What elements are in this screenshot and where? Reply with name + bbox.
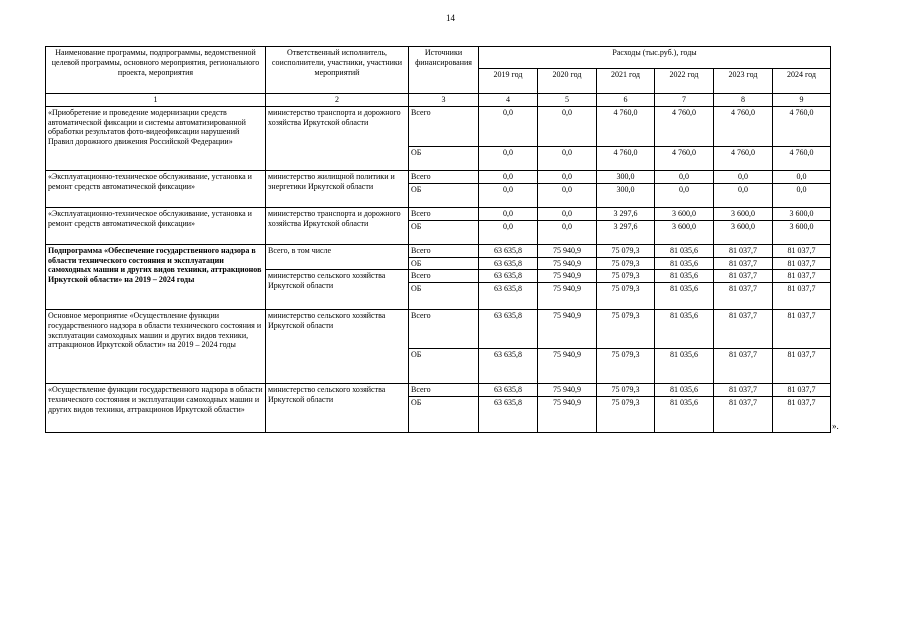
row-value: 0,0 [479,170,538,183]
row-source: Всего [409,270,479,283]
row-value: 0,0 [773,170,831,183]
header-year: 2020 год [538,69,597,94]
row-value: 0,0 [655,183,714,207]
row-executor: министерство сельского хозяйства Иркутской области [266,270,409,310]
col-number: 7 [655,94,714,107]
row-value: 4 760,0 [655,146,714,170]
row-source: ОБ [409,396,479,432]
row-value: 300,0 [597,170,655,183]
row-value: 81 037,7 [714,349,773,384]
row-value: 81 035,6 [655,270,714,283]
row-value: 63 635,8 [479,310,538,349]
row-value: 63 635,8 [479,244,538,257]
row-value: 75 940,9 [538,283,597,310]
row-value: 81 035,6 [655,349,714,384]
row-value: 4 760,0 [773,106,831,146]
header-year: 2019 год [479,69,538,94]
row-value: 63 635,8 [479,349,538,384]
row-value: 3 600,0 [714,207,773,220]
table-row [46,310,831,349]
row-value: 81 037,7 [714,384,773,397]
row-value: 81 037,7 [714,310,773,349]
col-number: 1 [46,94,266,107]
row-executor: министерство транспорта и дорожного хозяйства Иркутской области [266,106,409,170]
row-executor: министерство транспорта и дорожного хозяйства Иркутской области [266,207,409,244]
header-year: 2022 год [655,69,714,94]
row-value: 0,0 [538,183,597,207]
row-value: 75 940,9 [538,384,597,397]
row-value: 3 600,0 [655,220,714,244]
row-source: Всего [409,244,479,257]
col-number: 4 [479,94,538,107]
row-value: 3 297,6 [597,207,655,220]
row-value: 63 635,8 [479,384,538,397]
row-value: 81 035,6 [655,310,714,349]
col-number: 8 [714,94,773,107]
row-executor: министерство жилищной политики и энергетики Иркутской области [266,170,409,207]
row-value: 81 035,6 [655,384,714,397]
row-value: 75 940,9 [538,270,597,283]
row-source: ОБ [409,183,479,207]
row-value: 75 079,3 [597,244,655,257]
row-value: 0,0 [773,183,831,207]
col-number: 9 [773,94,831,107]
header-year: 2024 год [773,69,831,94]
header-name: Наименование программы, подпрограммы, ведомственной целевой программы, основного мероприятия, регионального проекта, мероприятия [46,47,266,94]
header-expenses: Расходы (тыс.руб.), годы [479,47,831,69]
row-value: 3 600,0 [655,207,714,220]
row-value: 0,0 [479,183,538,207]
row-value: 4 760,0 [597,146,655,170]
row-source: Всего [409,207,479,220]
row-source: ОБ [409,146,479,170]
table-row [46,170,831,183]
row-value: 0,0 [655,170,714,183]
row-value: 0,0 [479,207,538,220]
table-row [46,384,831,397]
row-value: 81 037,7 [773,283,831,310]
row-value: 75 079,3 [597,283,655,310]
row-value: 4 760,0 [773,146,831,170]
row-name: «Приобретение и проведение модернизации средств автоматической фиксации и системы автоматизированной обработки результатов фото-видеофиксации нарушений Правил дорожного движения Российской Федерации» [46,106,266,170]
column-number-row [46,94,831,107]
row-name: «Эксплуатационно-техническое обслуживание, установка и ремонт средств автоматической фиксации» [46,207,266,244]
row-value: 75 079,3 [597,349,655,384]
row-value: 81 037,7 [773,244,831,257]
row-value: 0,0 [479,220,538,244]
row-value: 0,0 [538,146,597,170]
row-value: 63 635,8 [479,257,538,270]
row-source: Всего [409,310,479,349]
row-value: 0,0 [714,170,773,183]
row-value: 300,0 [597,183,655,207]
row-source: ОБ [409,283,479,310]
row-value: 63 635,8 [479,283,538,310]
header-executor: Ответственный исполнитель, соисполнители, участники, участники мероприятий [266,47,409,94]
row-value: 81 037,7 [773,257,831,270]
row-value: 4 760,0 [597,106,655,146]
row-value: 81 037,7 [773,270,831,283]
row-value: 75 079,3 [597,270,655,283]
table-body [46,47,831,433]
row-source: ОБ [409,349,479,384]
row-value: 75 079,3 [597,384,655,397]
row-value: 3 600,0 [773,207,831,220]
row-value: 0,0 [479,146,538,170]
row-value: 81 037,7 [773,349,831,384]
row-name: «Эксплуатационно-техническое обслуживание, установка и ремонт средств автоматической фиксации» [46,170,266,207]
row-value: 75 940,9 [538,349,597,384]
row-source: ОБ [409,257,479,270]
row-value: 4 760,0 [714,146,773,170]
col-number: 3 [409,94,479,107]
row-value: 81 037,7 [773,310,831,349]
col-number: 2 [266,94,409,107]
row-executor-total: Всего, в том числе [266,244,409,270]
row-value: 3 297,6 [597,220,655,244]
row-value: 0,0 [538,170,597,183]
row-value: 75 079,3 [597,257,655,270]
row-value: 81 035,6 [655,257,714,270]
row-value: 0,0 [479,106,538,146]
row-executor: министерство сельского хозяйства Иркутской области [266,310,409,384]
header-row [46,47,831,69]
col-number: 6 [597,94,655,107]
row-value: 75 079,3 [597,310,655,349]
row-source: Всего [409,170,479,183]
row-value: 75 940,9 [538,396,597,432]
row-value: 0,0 [538,207,597,220]
page-number: 14 [446,13,455,23]
row-value: 4 760,0 [714,106,773,146]
row-value: 81 035,6 [655,244,714,257]
row-value: 81 037,7 [714,257,773,270]
row-source: Всего [409,384,479,397]
row-source: Всего [409,106,479,146]
header-year: 2023 год [714,69,773,94]
row-value: 81 037,7 [773,384,831,397]
row-source: ОБ [409,220,479,244]
row-value: 63 635,8 [479,396,538,432]
col-number: 5 [538,94,597,107]
row-value: 75 940,9 [538,310,597,349]
row-value: 81 035,6 [655,396,714,432]
row-name: Основное мероприятие «Осуществление функции государственного надзора в области технического состояния и эксплуатации самоходных машин и других видов техники, аттракционов Иркутской области» на 2019 – 2024 годы [46,310,266,384]
row-value: 63 635,8 [479,270,538,283]
table-row [46,106,831,146]
header-source: Источники финансирования [409,47,479,94]
row-value: 81 037,7 [714,244,773,257]
financing-table [45,46,831,433]
row-value: 75 940,9 [538,244,597,257]
row-value: 81 037,7 [714,283,773,310]
row-value: 0,0 [538,220,597,244]
row-value: 75 079,3 [597,396,655,432]
row-value: 0,0 [714,183,773,207]
header-year: 2021 год [597,69,655,94]
row-value: 81 037,7 [773,396,831,432]
table-row [46,207,831,220]
row-value: 75 940,9 [538,257,597,270]
table-row [46,244,831,257]
row-value: 0,0 [538,106,597,146]
row-value: 4 760,0 [655,106,714,146]
row-value: 81 037,7 [714,396,773,432]
row-value: 3 600,0 [714,220,773,244]
row-value: 3 600,0 [773,220,831,244]
row-executor: министерство сельского хозяйства Иркутской области [266,384,409,433]
row-value: 81 037,7 [714,270,773,283]
row-value: 81 035,6 [655,283,714,310]
row-name: Подпрограмма «Обеспечение государственного надзора в области технического состояния и эксплуатации самоходных машин и других видов техники, аттракционов Иркутской области» на 2019 – 2024 годы [46,244,266,309]
row-name: «Осуществление функции государственного надзора в области технического состояния и эксплуатации самоходных машин и других видов техники, аттракционов Иркутской области» [46,384,266,433]
closing-mark: ». [832,421,839,431]
